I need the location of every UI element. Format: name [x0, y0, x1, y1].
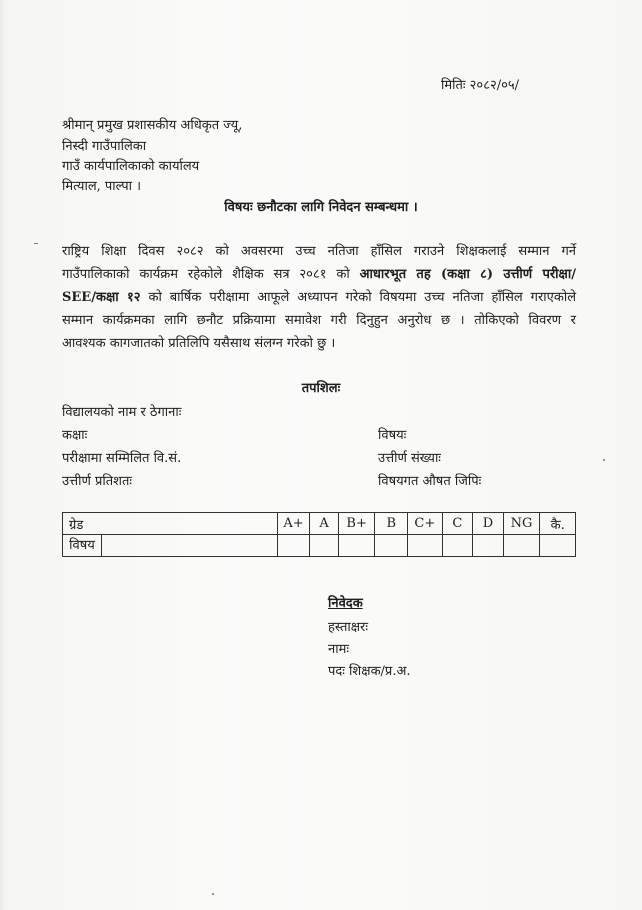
recipient-line-2: निस्दी गाउँपालिका: [62, 139, 147, 154]
body-line-4: सम्मान कार्यक्रमका लागि छनौट प्रक्रियामा समावेश गरी दिनुहुन अनुरोध छ । तोकिएको विवरण र: [62, 313, 576, 328]
grade-cell: D: [473, 513, 504, 535]
blank-cell: [442, 535, 473, 557]
blank-cell: [408, 535, 443, 557]
date-line: मितिः २०८२/०५/: [441, 78, 519, 93]
subject-label: विषय: [63, 535, 102, 556]
signature-sign: हस्ताक्षरः: [328, 620, 369, 635]
scan-speck: [34, 243, 38, 244]
grade-cell: C+: [408, 513, 443, 535]
field-subject: विषयः: [378, 428, 407, 443]
body-line-2-text: गाउँपालिकाको कार्यक्रम रहेकोले शैक्षिक सत्र २०८१ को: [62, 267, 360, 282]
blank-cell: [338, 535, 375, 557]
grade-cell: B: [375, 513, 408, 535]
grade-cell: NG: [503, 513, 540, 535]
grade-cell: A+: [277, 513, 310, 535]
field-class: कक्षाः: [62, 428, 88, 443]
subject-name-blank: [102, 535, 277, 556]
subject-line: विषयः छनौटका लागि निवेदन सम्बन्धमा ।: [224, 200, 418, 215]
body-line-2-bold: आधारभूत तह (कक्षा ८) उत्तीर्ण परीक्षा/: [359, 267, 576, 282]
blank-cell: [473, 535, 504, 557]
details-heading: तपशिलः: [301, 381, 341, 396]
body-line-2: [62, 267, 576, 283]
grade-cell: B+: [338, 513, 375, 535]
grade-subject-row: [63, 535, 576, 557]
subject-label-cell: [63, 535, 278, 557]
grade-table: [62, 512, 576, 557]
body-line-5: आवश्यक कागजातको प्रतिलिपि यसैसाथ संलग्न गरेको छु ।: [62, 336, 336, 351]
recipient-line-1: श्रीमान् प्रमुख प्रशासकीय अधिकृत ज्यू,: [62, 118, 243, 133]
body-line-3-text: को बार्षिक परीक्षामा आफूले अध्यापन गरेको विषयमा उच्च नतिजा हाँसिल गराएकोले: [140, 290, 577, 305]
field-pass-count: उत्तीर्ण संख्याः: [378, 451, 441, 466]
recipient-line-3: गाउँ कार्यपालिकाको कार्यालय: [62, 159, 200, 174]
body-line-3-bold: SEE/कक्षा १२: [62, 290, 141, 305]
blank-cell: [503, 535, 540, 557]
blank-cell: [375, 535, 408, 557]
blank-cell: [277, 535, 310, 557]
grade-cell: कै.: [540, 513, 576, 535]
grade-cell: C: [442, 513, 473, 535]
signature-title: निवेदक: [328, 596, 363, 611]
recipient-line-4: मित्याल, पाल्पा ।: [62, 179, 142, 194]
field-subject-gpa: विषयगत औषत जिपिः: [378, 474, 482, 489]
body-line-1: राष्ट्रिय शिक्षा दिवस २०८२ को अवसरमा उच्च नतिजा हाँसिल गराउने शिक्षकलाई सम्मान गर्ने: [62, 244, 576, 259]
scan-speck: [603, 459, 605, 461]
blank-cell: [310, 535, 339, 557]
grade-label-cell: ग्रेड: [63, 513, 278, 535]
field-exam-year: परीक्षामा सम्मिलित वि.सं.: [62, 451, 182, 466]
scan-speck: [212, 893, 214, 895]
blank-cell: [540, 535, 576, 557]
body-line-3: [62, 290, 576, 306]
field-school: विद्यालयको नाम र ठेगानाः: [62, 405, 182, 420]
grade-cell: A: [310, 513, 339, 535]
field-pass-percent: उत्तीर्ण प्रतिशतः: [62, 474, 133, 489]
signature-post: पदः शिक्षक/प्र.अ.: [328, 664, 411, 679]
grade-header-row: [63, 513, 576, 535]
signature-name: नामः: [328, 642, 349, 657]
